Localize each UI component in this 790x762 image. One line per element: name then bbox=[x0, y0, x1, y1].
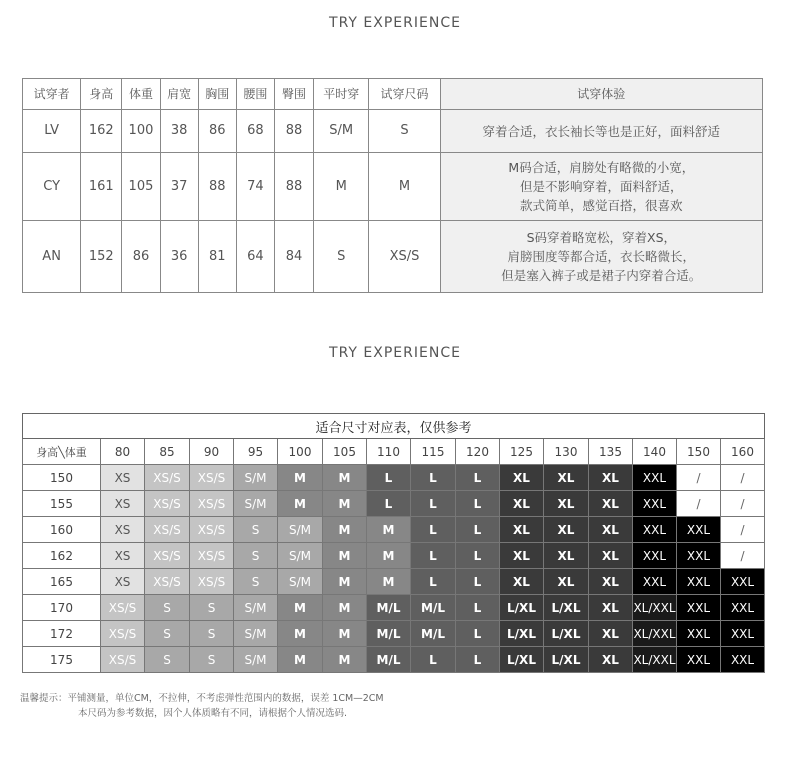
weight-header: 160 bbox=[721, 439, 765, 465]
size-cell: XL bbox=[589, 647, 633, 673]
size-cell: M/L bbox=[411, 621, 456, 647]
weight-header: 140 bbox=[633, 439, 677, 465]
weight-header: 105 bbox=[323, 439, 367, 465]
size-cell: XXL bbox=[677, 595, 721, 621]
size-cell: XL/XXL bbox=[633, 647, 677, 673]
cell-waist: 68 bbox=[236, 110, 274, 153]
size-cell: L bbox=[411, 465, 456, 491]
size-cell: L bbox=[456, 517, 500, 543]
size-cell: S/M bbox=[234, 465, 278, 491]
cell-chest: 88 bbox=[198, 153, 236, 221]
size-cell: M bbox=[278, 621, 323, 647]
weight-header: 120 bbox=[456, 439, 500, 465]
height-label: 162 bbox=[23, 543, 101, 569]
table-row bbox=[23, 110, 763, 153]
size-cell: XL bbox=[500, 517, 544, 543]
size-cell: S/M bbox=[234, 491, 278, 517]
column-header: 臀围 bbox=[274, 79, 313, 110]
table-row bbox=[23, 221, 763, 293]
table-row bbox=[23, 153, 763, 221]
size-row bbox=[23, 491, 765, 517]
size-cell: S/M bbox=[234, 595, 278, 621]
weight-header: 95 bbox=[234, 439, 278, 465]
size-cell: S/M bbox=[278, 517, 323, 543]
size-cell: XXL bbox=[633, 517, 677, 543]
cell-height: 161 bbox=[81, 153, 122, 221]
size-cell: M bbox=[367, 517, 411, 543]
size-cell: L bbox=[456, 595, 500, 621]
column-header: 肩宽 bbox=[160, 79, 198, 110]
size-cell: XXL bbox=[721, 621, 765, 647]
size-cell: / bbox=[721, 491, 765, 517]
size-cell: XS/S bbox=[190, 569, 234, 595]
experience-line: 但是塞入裤子或是裙子内穿着合适。 bbox=[501, 268, 702, 283]
size-row bbox=[23, 465, 765, 491]
size-cell: XL/XXL bbox=[633, 621, 677, 647]
column-header: 胸围 bbox=[198, 79, 236, 110]
size-cell: M bbox=[278, 647, 323, 673]
size-cell: L/XL bbox=[544, 621, 589, 647]
size-cell: XS/S bbox=[190, 491, 234, 517]
size-cell: XL bbox=[589, 595, 633, 621]
size-cell: XL bbox=[589, 569, 633, 595]
cell-experience bbox=[440, 110, 762, 153]
size-cell: XS/S bbox=[145, 517, 190, 543]
size-cell: L bbox=[456, 543, 500, 569]
size-cell: / bbox=[677, 465, 721, 491]
weight-header: 125 bbox=[500, 439, 544, 465]
size-cell: S bbox=[190, 647, 234, 673]
size-cell: XL/XXL bbox=[633, 595, 677, 621]
experience-line: 肩膀围度等都合适，衣长略微长， bbox=[507, 249, 696, 264]
size-cell: S/M bbox=[278, 569, 323, 595]
experience-line: 但是不影响穿着，面料舒适， bbox=[520, 179, 683, 194]
column-header: 体重 bbox=[122, 79, 160, 110]
cell-weight: 105 bbox=[122, 153, 160, 221]
size-cell: XS/S bbox=[190, 465, 234, 491]
caption-row bbox=[23, 414, 765, 439]
size-cell: XL bbox=[544, 465, 589, 491]
size-cell: L bbox=[411, 569, 456, 595]
column-header: 试穿尺码 bbox=[369, 79, 440, 110]
size-cell: S bbox=[145, 647, 190, 673]
size-cell: XS/S bbox=[101, 621, 145, 647]
size-cell: XL bbox=[544, 569, 589, 595]
tip-note: 温馨提示：平铺测量，单位CM，不拉伸，不考虑弹性范围内的数据，误差 1CM—2CM bbox=[20, 693, 384, 704]
cell-shoulder: 36 bbox=[160, 221, 198, 293]
weight-header: 110 bbox=[367, 439, 411, 465]
height-label: 165 bbox=[23, 569, 101, 595]
size-cell: S bbox=[145, 595, 190, 621]
size-cell: XS bbox=[101, 569, 145, 595]
size-cell: XL bbox=[500, 569, 544, 595]
size-cell: L/XL bbox=[500, 647, 544, 673]
size-cell: M bbox=[278, 491, 323, 517]
size-cell: XS/S bbox=[190, 517, 234, 543]
size-cell: XXL bbox=[677, 517, 721, 543]
cell-name: LV bbox=[23, 110, 81, 153]
size-cell: XS/S bbox=[101, 647, 145, 673]
size-row bbox=[23, 647, 765, 673]
size-cell: XL bbox=[544, 491, 589, 517]
table-header-row bbox=[23, 79, 763, 110]
size-cell: XL bbox=[500, 465, 544, 491]
cell-tried: M bbox=[369, 153, 440, 221]
cell-usual: S bbox=[314, 221, 369, 293]
cell-experience bbox=[440, 153, 762, 221]
cell-tried: S bbox=[369, 110, 440, 153]
cell-usual: M bbox=[314, 153, 369, 221]
size-cell: XL bbox=[544, 543, 589, 569]
size-cell: XS bbox=[101, 543, 145, 569]
cell-usual: S/M bbox=[314, 110, 369, 153]
size-cell: L bbox=[456, 569, 500, 595]
size-cell: S bbox=[234, 543, 278, 569]
size-cell: M bbox=[323, 517, 367, 543]
size-cell: XL bbox=[589, 543, 633, 569]
try-experience-table bbox=[22, 78, 763, 293]
experience-line: S码穿着略宽松，穿着XS， bbox=[526, 230, 677, 245]
experience-line: 穿着合适，衣长袖长等也是正好，面料舒适 bbox=[482, 123, 721, 139]
size-cell: XS/S bbox=[145, 569, 190, 595]
size-cell: XL bbox=[589, 465, 633, 491]
weight-header: 90 bbox=[190, 439, 234, 465]
height-label: 160 bbox=[23, 517, 101, 543]
size-cell: XL bbox=[589, 491, 633, 517]
column-header: 试穿体验 bbox=[440, 79, 762, 110]
size-cell: L/XL bbox=[500, 595, 544, 621]
size-cell: S/M bbox=[234, 647, 278, 673]
cell-tried: XS/S bbox=[369, 221, 440, 293]
cell-shoulder: 38 bbox=[160, 110, 198, 153]
cell-waist: 74 bbox=[236, 153, 274, 221]
cell-name: AN bbox=[23, 221, 81, 293]
cell-weight: 100 bbox=[122, 110, 160, 153]
size-cell: M bbox=[278, 465, 323, 491]
cell-waist: 64 bbox=[236, 221, 274, 293]
size-cell: XL bbox=[589, 517, 633, 543]
size-cell: XS/S bbox=[145, 543, 190, 569]
size-chart-table bbox=[22, 413, 765, 673]
size-cell: XXL bbox=[721, 647, 765, 673]
size-cell: XS/S bbox=[190, 543, 234, 569]
size-row bbox=[23, 543, 765, 569]
size-cell: / bbox=[721, 517, 765, 543]
weight-header-row bbox=[23, 439, 765, 465]
column-header: 腰围 bbox=[236, 79, 274, 110]
size-cell: M/L bbox=[411, 595, 456, 621]
size-cell: XS/S bbox=[145, 491, 190, 517]
cell-name: CY bbox=[23, 153, 81, 221]
cell-experience bbox=[440, 221, 762, 293]
column-header: 身高 bbox=[81, 79, 122, 110]
size-cell: M/L bbox=[367, 621, 411, 647]
size-cell: L bbox=[456, 647, 500, 673]
column-header: 试穿者 bbox=[23, 79, 81, 110]
height-label: 170 bbox=[23, 595, 101, 621]
size-cell: M bbox=[278, 595, 323, 621]
weight-header: 135 bbox=[589, 439, 633, 465]
size-cell: S bbox=[234, 569, 278, 595]
size-cell: M bbox=[323, 595, 367, 621]
size-row bbox=[23, 517, 765, 543]
weight-header: 115 bbox=[411, 439, 456, 465]
experience-line: 款式简单，感觉百搭，很喜欢 bbox=[520, 198, 683, 213]
cell-hip: 88 bbox=[274, 153, 313, 221]
size-cell: XL bbox=[500, 491, 544, 517]
size-cell: M bbox=[323, 569, 367, 595]
size-cell: XS/S bbox=[145, 465, 190, 491]
section1-title: TRY EXPERIENCE bbox=[329, 15, 461, 31]
size-cell: L bbox=[411, 647, 456, 673]
size-cell: M bbox=[323, 621, 367, 647]
size-cell: / bbox=[721, 465, 765, 491]
size-cell: XXL bbox=[677, 543, 721, 569]
size-row bbox=[23, 569, 765, 595]
size-cell: L/XL bbox=[544, 647, 589, 673]
size-cell: XL bbox=[589, 621, 633, 647]
size-cell: XXL bbox=[633, 543, 677, 569]
cell-shoulder: 37 bbox=[160, 153, 198, 221]
weight-header: 85 bbox=[145, 439, 190, 465]
height-label: 155 bbox=[23, 491, 101, 517]
size-cell: XXL bbox=[721, 569, 765, 595]
size-cell: L bbox=[456, 621, 500, 647]
size-cell: M/L bbox=[367, 595, 411, 621]
weight-header: 130 bbox=[544, 439, 589, 465]
size-cell: XS bbox=[101, 465, 145, 491]
corner-label bbox=[23, 439, 101, 465]
size-cell: L bbox=[411, 543, 456, 569]
reference-note: 本尺码为参考数据，因个人体质略有不同，请根据个人情况选码. bbox=[78, 708, 348, 719]
cell-weight: 86 bbox=[122, 221, 160, 293]
size-cell: M bbox=[323, 543, 367, 569]
size-cell: XS bbox=[101, 517, 145, 543]
size-cell: / bbox=[677, 491, 721, 517]
column-header: 平时穿 bbox=[314, 79, 369, 110]
size-cell: L bbox=[367, 491, 411, 517]
size-cell: XXL bbox=[633, 569, 677, 595]
size-cell: XXL bbox=[677, 569, 721, 595]
size-cell: XL bbox=[544, 517, 589, 543]
size-cell: L bbox=[411, 517, 456, 543]
size-cell: XS bbox=[101, 491, 145, 517]
size-cell: M bbox=[323, 465, 367, 491]
height-label: 172 bbox=[23, 621, 101, 647]
size-cell: XL bbox=[500, 543, 544, 569]
size-cell: S/M bbox=[234, 621, 278, 647]
weight-header: 150 bbox=[677, 439, 721, 465]
size-cell: L bbox=[411, 491, 456, 517]
size-cell: L bbox=[367, 465, 411, 491]
cell-chest: 86 bbox=[198, 110, 236, 153]
corner-text: 身高╲体重 bbox=[36, 445, 87, 459]
size-cell: XXL bbox=[721, 595, 765, 621]
size-cell: M bbox=[323, 647, 367, 673]
size-cell: XXL bbox=[633, 465, 677, 491]
size-row bbox=[23, 595, 765, 621]
size-cell: S bbox=[190, 621, 234, 647]
weight-header: 100 bbox=[278, 439, 323, 465]
size-cell: XXL bbox=[677, 647, 721, 673]
size-cell: XXL bbox=[677, 621, 721, 647]
size-cell: XS/S bbox=[101, 595, 145, 621]
weight-header: 80 bbox=[101, 439, 145, 465]
cell-chest: 81 bbox=[198, 221, 236, 293]
size-row bbox=[23, 621, 765, 647]
size-cell: L bbox=[456, 465, 500, 491]
size-cell: / bbox=[721, 543, 765, 569]
cell-hip: 88 bbox=[274, 110, 313, 153]
experience-line: M码合适，肩膀处有略微的小宽， bbox=[508, 160, 695, 175]
cell-hip: 84 bbox=[274, 221, 313, 293]
size-cell: S/M bbox=[278, 543, 323, 569]
size-cell: L/XL bbox=[544, 595, 589, 621]
size-cell: XXL bbox=[633, 491, 677, 517]
size-cell: M bbox=[323, 491, 367, 517]
size-cell: M bbox=[367, 543, 411, 569]
size-cell: S bbox=[234, 517, 278, 543]
size-cell: M bbox=[367, 569, 411, 595]
cell-height: 152 bbox=[81, 221, 122, 293]
size-cell: L bbox=[456, 491, 500, 517]
cell-height: 162 bbox=[81, 110, 122, 153]
section2-title: TRY EXPERIENCE bbox=[329, 345, 461, 361]
size-cell: S bbox=[145, 621, 190, 647]
height-label: 150 bbox=[23, 465, 101, 491]
size-cell: L/XL bbox=[500, 621, 544, 647]
size-cell: S bbox=[190, 595, 234, 621]
size-cell: M/L bbox=[367, 647, 411, 673]
table-caption: 适合尺寸对应表，仅供参考 bbox=[23, 414, 765, 439]
height-label: 175 bbox=[23, 647, 101, 673]
